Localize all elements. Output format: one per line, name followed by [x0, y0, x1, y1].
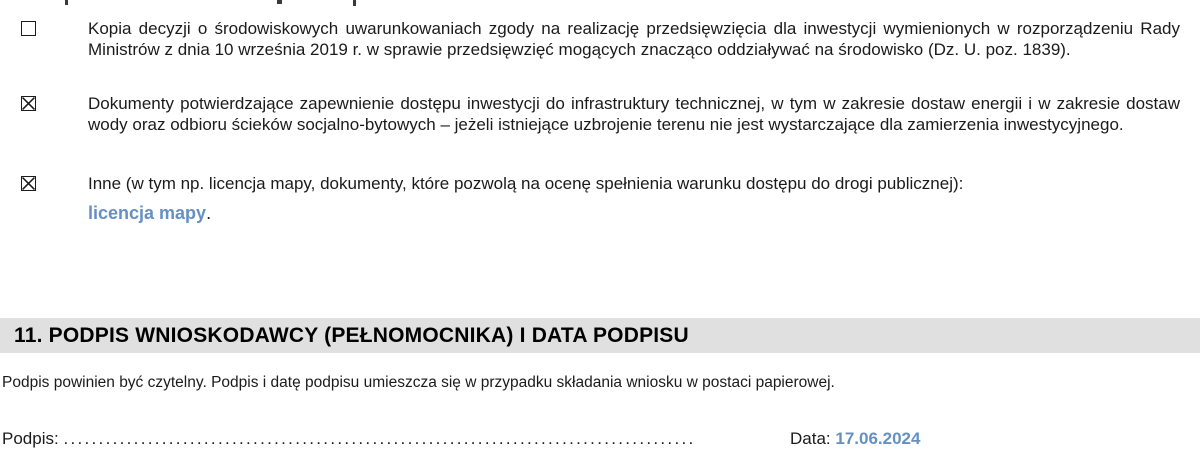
- other-documents-field-value[interactable]: licencja mapy: [88, 203, 207, 223]
- other-documents-value-line: [88, 202, 1180, 224]
- checklist-item-text: Kopia decyzji o środowiskowych uwarunkowaniach zgody na realizację przedsięwzięcia dla inwestycji wymienionych w rozporządzeniu Rady Ministrów z dnia 10 września 2019 r. w sprawie przedsięwzięć mogących znacząco oddziaływać na środowisko (Dz. U. poz. 1839).: [88, 19, 1180, 59]
- date-field: [790, 428, 920, 449]
- cropped-text-remnant: [353, 0, 356, 6]
- value-suffix-period: .: [206, 203, 212, 223]
- section-title: 11. PODPIS WNIOSKODAWCY (PEŁNOMOCNIKA) I DATA PODPISU: [14, 324, 689, 347]
- checklist-item-text: Inne (w tym np. licencja mapy, dokumenty, które pozwolą na ocenę spełnienia warunku dostępu do drogi publicznej):: [88, 174, 964, 193]
- signature-row: [0, 428, 1200, 452]
- signature-field: [2, 428, 696, 449]
- checklist-item-other: [0, 173, 1180, 224]
- checkbox-checked-icon[interactable]: [21, 96, 36, 111]
- signature-dotted-line: ..........................................................................................: [63, 429, 696, 448]
- checkbox-checked-icon[interactable]: [21, 176, 36, 191]
- checklist-item-text: Dokumenty potwierdzające zapewnienie dostępu inwestycji do infrastruktury technicznej, w tym w zakresie dostaw energii i w zakresie dostaw wody oraz odbioru ścieków socjalno-bytowych – jeżeli istniejące uzbrojenie terenu nie jest wystarczające dla zamierzenia inwestycyjnego.: [88, 94, 1180, 134]
- checklist-item-environmental-decision: [0, 18, 1180, 60]
- cropped-text-remnant: [277, 0, 282, 4]
- date-label: Data:: [790, 429, 831, 448]
- checklist-item-text-block: [88, 173, 1180, 224]
- section-description: Podpis powinien być czytelny. Podpis i datę podpisu umieszcza się w przypadku składania wniosku w postaci papierowej.: [2, 374, 835, 391]
- cropped-text-remnant: [65, 0, 68, 5]
- signature-label: Podpis:: [2, 429, 59, 448]
- checkbox-unchecked-icon[interactable]: [21, 21, 36, 36]
- section-header-bar: [0, 318, 1200, 353]
- date-field-value[interactable]: 17.06.2024: [835, 429, 921, 448]
- checklist-item-infrastructure-documents: [0, 93, 1180, 135]
